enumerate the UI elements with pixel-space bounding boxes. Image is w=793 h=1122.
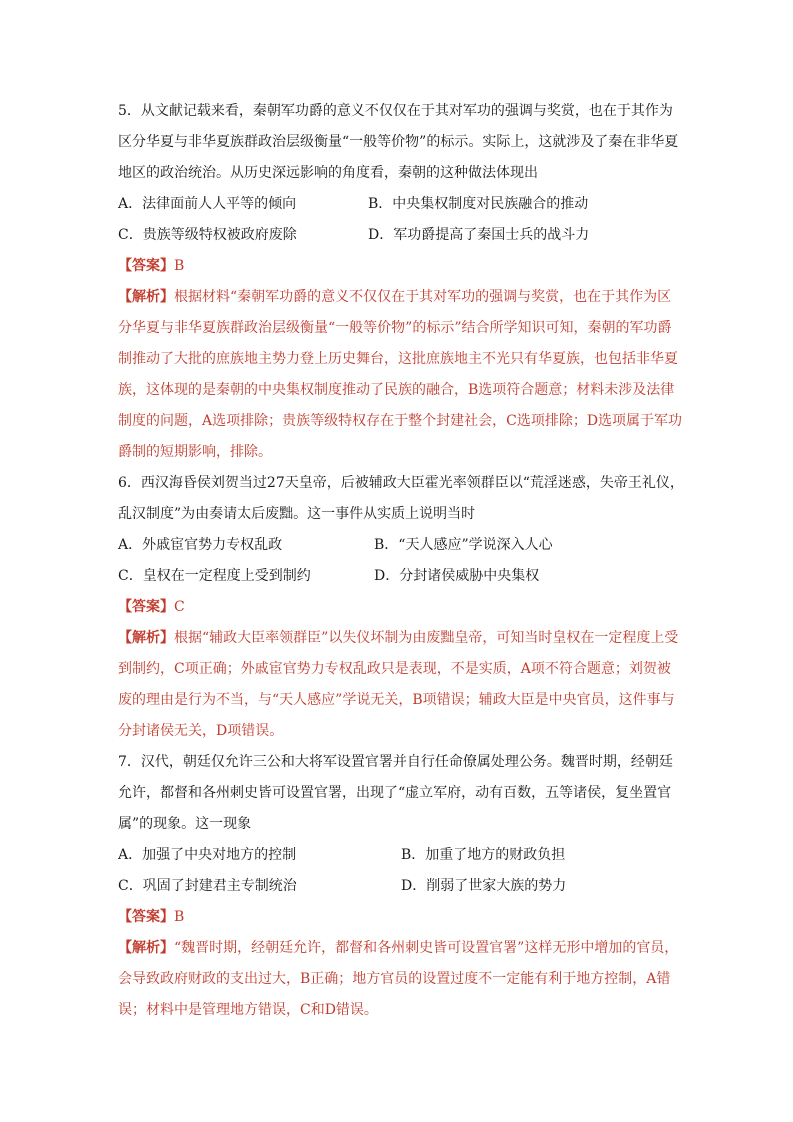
analysis-tag: 【解析】 [118,289,174,305]
analysis-paragraph [118,623,684,747]
question-7 [118,747,684,1026]
analysis-tag: 【解析】 [118,940,174,956]
options-row-2 [118,220,684,251]
question-stem: 7．汉代，朝廷仅允许三公和大将军设置官署并自行任命僚属处理公务。魏晋时期，经朝廷允许，都督和各州刺史皆可设置官署，出现了“虚立军府，动有百数，五等诸侯，复坐置官属”的现象。这一现象 [118,754,673,832]
answer-tag: 【答案】 [118,258,174,274]
analysis-text: 根据材料“秦朝军功爵的意义不仅仅在于其对军功的强调与奖赏，也在于其作为区分华夏与非华夏族群政治层级衡量“一般等价物”的标示”结合所学知识可知，秦朝的军功爵制推动了大批的庶族地主势力登上历史舞台，这批庶族地主不光只有华夏族，也包括非华夏族，这体现的是秦朝的中央集权制度推动了民族的融合，B选项符合题意；材料未涉及法律制度的问题，A选项排除；贵族等级特权存在于整个封建社会，C选项排除；D选项属于军功爵制的短期影响，排除。 [118,289,683,460]
document-page [118,96,684,1026]
option-d: D．削弱了世家大族的势力 [401,878,567,894]
options-row-2 [118,871,684,902]
option-d: D．军功爵提高了秦国士兵的战斗力 [368,227,590,243]
answer-value: C [174,599,185,615]
option-a: A．加强了中央对地方的控制 [118,847,297,863]
analysis-paragraph [118,933,684,1026]
question-5 [118,96,684,468]
option-b: B．“天人感应”学说深入人心 [374,537,553,553]
options-row-1 [118,189,684,220]
analysis-text: 根据“辅政大臣率领群臣”以失仪坏制为由废黜皇帝，可知当时皇权在一定程度上受到制约，C项正确；外戚宦官势力专权乱政只是表现，不是实质，A项不符合题意；刘贺被废的理由是行为不当，与“天人感应”学说无关，B项错误；辅政大臣是中央官员，这件事与分封诸侯无关，D项错误。 [118,630,679,739]
question-stem: 5．从文献记载来看，秦朝军功爵的意义不仅仅在于其对军功的强调与奖赏，也在于其作为区分华夏与非华夏族群政治层级衡量“一般等价物”的标示。实际上，这就涉及了秦在非华夏地区的政治统治。从历史深远影响的角度看，秦朝的这种做法体现出 [118,103,679,181]
answer-value: B [174,909,185,925]
question-stem: 6．西汉海昏侯刘贺当过27天皇帝，后被辅政大臣霍光率领群臣以“荒淫迷惑，失帝王礼仪，乱汉制度”为由奏请太后废黜。这一事件从实质上说明当时 [118,475,684,522]
answer-line [118,251,684,282]
option-b: B．加重了地方的财政负担 [401,847,566,863]
answer-value: B [174,258,185,274]
answer-tag: 【答案】 [118,599,174,615]
options-row-1 [118,530,684,561]
option-c: C．皇权在一定程度上受到制约 [118,568,311,584]
option-c: C．贵族等级特权被政府废除 [118,227,297,243]
option-c: C．巩固了封建君主专制统治 [118,878,297,894]
option-a: A．外戚宦官势力专权乱政 [118,537,283,553]
analysis-text: “魏晋时期，经朝廷允许，都督和各州刺史皆可设置官署”这样无形中增加的官员，会导致政府财政的支出过大，B正确；地方官员的设置过度不一定能有利于地方控制，A错误；材料中是管理地方错误，C和D错误。 [118,940,679,1018]
answer-line [118,902,684,933]
analysis-paragraph [118,282,684,468]
question-6 [118,468,684,747]
option-d: D．分封诸侯威胁中央集权 [374,568,540,584]
analysis-tag: 【解析】 [118,630,174,646]
options-row-1 [118,840,684,871]
answer-line [118,592,684,623]
option-b: B．中央集权制度对民族融合的推动 [368,196,589,212]
options-row-2 [118,561,684,592]
answer-tag: 【答案】 [118,909,174,925]
option-a: A．法律面前人人平等的倾向 [118,196,297,212]
